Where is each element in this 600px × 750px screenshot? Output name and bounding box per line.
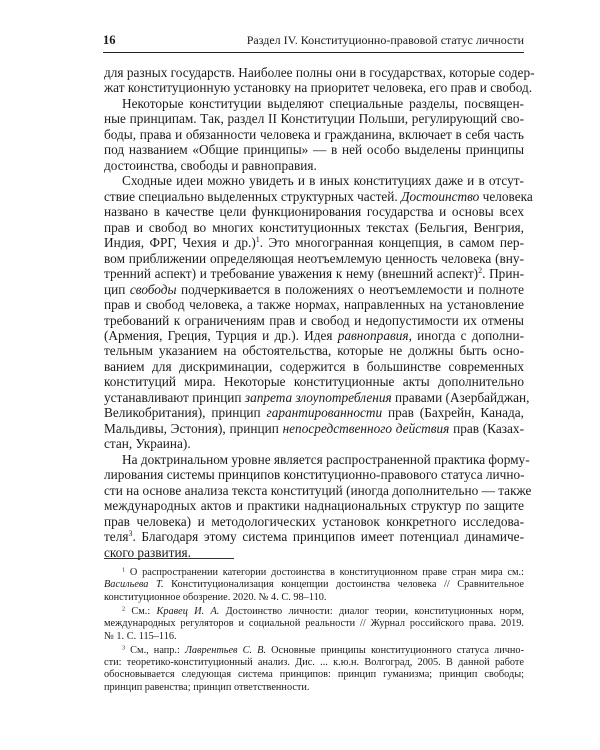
footnote-marker: 1 (255, 235, 260, 245)
text-run: Некоторые конституции выделяют специальные разделы, посвящен- (122, 95, 524, 111)
text-line (104, 514, 524, 529)
text-run: На доктринальном уровне является распространенной практика форму- (122, 451, 530, 467)
text-run: требований к ограничениям прав и свобод и недопустимости их отмены (104, 312, 524, 328)
footnote-marker: 2 (478, 266, 483, 276)
text-run: боды, права и обязанности человека и гражданина, включает в себя часть (104, 126, 524, 142)
text-run: Индия, ФРГ, Чехия и др.) (104, 235, 256, 251)
text-line (104, 266, 524, 281)
text-run: прав и свобод во многих конституционных текстах (Бельгия, Венгрия, (104, 219, 524, 235)
italic-text: Достоинство (401, 188, 480, 204)
text-line (104, 173, 524, 188)
italic-text: Лаврентьев С. В. (184, 644, 267, 656)
text-run: тельным указанием на обстоятельства, которые не должны быть осно- (104, 343, 524, 359)
text-run: Мальдивы, Эстония), принцип (104, 420, 283, 436)
footnote-divider (104, 558, 234, 559)
italic-text: свободы (129, 281, 177, 297)
text-line (104, 343, 524, 358)
running-title: Раздел IV. Конституционно-правовой статус личности (246, 33, 524, 47)
text-line (104, 359, 524, 374)
text-line (104, 467, 524, 482)
text-run: Конституционализация концепции достоинства человека // Сравнительное (163, 579, 524, 591)
text-run: цип (104, 281, 130, 297)
text-run: (Армения, Греция, Турция и др.). Идея (104, 327, 338, 343)
page-number: 16 (103, 33, 116, 47)
paragraph (104, 451, 532, 560)
text-run: тренний аспект) и требование уважения к нему (внешний аспект) (104, 266, 479, 282)
text-line (104, 436, 524, 451)
footnotes (104, 567, 524, 696)
text-line (104, 657, 524, 669)
text-run: См., напр.: (125, 644, 185, 656)
text-run: человека (479, 188, 533, 204)
text-line (104, 235, 524, 250)
text-line (104, 158, 524, 173)
text-line (104, 631, 524, 643)
text-run: сти на основе анализа текста конституций (иногда дополнительно — также (104, 482, 532, 498)
italic-text: гарантированности (266, 405, 383, 421)
text-line (104, 374, 524, 389)
italic-text: Кравец И. А. (156, 605, 220, 617)
text-line (104, 111, 524, 126)
text-line (104, 328, 524, 343)
text-run: , иногда с дополни- (408, 327, 524, 343)
text-run: стан, Украина). (104, 436, 191, 452)
footnote-marker: 1 (122, 566, 126, 574)
text-line (104, 592, 524, 604)
text-run: . Прин- (482, 266, 524, 282)
text-run: принцип равенства; принцип ответственности. (104, 681, 310, 693)
text-run: ные принципам. Так, раздел II Конституции Польши, регулирующий сво- (104, 111, 524, 127)
text-run: . Это многогранная концепция, в самом пер- (259, 235, 525, 251)
text-run: . Благодаря этому система принципов имеет потенциал динамиче- (132, 529, 524, 545)
footnote-marker: 3 (128, 529, 133, 539)
italic-text: запрета злоупотребления (244, 389, 392, 405)
main-text (104, 65, 535, 560)
text-run: О распространении категории достоинства в конституционном праве стран мира см.: (125, 567, 524, 578)
text-run: под названием «Общие принципы» — в ней особо выделены принципы (104, 142, 524, 158)
text-run: вом приближении определяющая неотъемлемую ценность человека (вну- (104, 250, 524, 266)
text-run: конституционное обозрение. 2020. № 4. С. 98–110. (104, 591, 327, 603)
text-run: международных регуляторов и социальной реальности // Журнал российского права. 2019. (104, 618, 524, 630)
text-line (104, 282, 524, 297)
text-line (104, 482, 532, 498)
text-line (104, 251, 524, 266)
text-run: сти: теоретико-конституционный анализ. Дис. ... к.ю.н. Волгоград, 2005. В данной работе (104, 656, 524, 668)
text-line (104, 96, 524, 111)
paragraph (104, 96, 524, 173)
text-run: конституций мира. Некоторые конституционные акты дополнительно (104, 374, 524, 390)
footnote (104, 645, 524, 695)
text-run: ванием для дискриминации, содержится в большинстве современных (104, 358, 524, 374)
text-line (104, 421, 524, 436)
text-run: Основные принципы конституционного статуса лично- (266, 644, 524, 656)
italic-text: равноправия (337, 327, 409, 343)
paragraph (104, 173, 533, 452)
text-line (104, 606, 524, 618)
text-run: Сходные идеи можно увидеть и в иных конституциях даже и в отсут- (122, 173, 524, 189)
text-line (104, 127, 524, 142)
text-run: прав и свобод человека, а также нормах, направленных на установление (104, 297, 524, 313)
text-line (104, 529, 524, 544)
text-line (104, 498, 524, 513)
text-run: для разных государств. Наиболее полны они в государствах, которые содер- (104, 65, 535, 80)
text-line (104, 297, 524, 312)
italic-text: Васильева Т. (104, 579, 164, 591)
text-run: подчеркивается в положениях о неотъемлемости и полноте (176, 281, 524, 297)
text-run: ского развития. (104, 544, 191, 560)
text-line (104, 142, 524, 157)
text-line (104, 204, 524, 219)
text-run: прав человека) и методологических установок конкретного исследова- (104, 513, 524, 529)
text-line (104, 567, 524, 579)
text-run: лирования системы принципов конституционно-правового статуса лично- (104, 467, 525, 483)
text-line (104, 451, 530, 467)
text-run: обосновывается следующая система принципов: принцип гуманизма; принцип свободы; (104, 669, 524, 681)
text-run: достоинства, свободы и равноправия. (104, 157, 317, 173)
text-run: теля (104, 529, 129, 545)
text-line (104, 313, 524, 328)
text-line (104, 405, 524, 420)
text-run: прав (Бахрейн, Канада, (382, 405, 524, 421)
text-run: ствие специально выделенных структурных частей. (104, 188, 402, 204)
paragraph (104, 65, 535, 96)
text-line (104, 220, 524, 235)
text-line (104, 669, 524, 681)
italic-text: непосредственного действия (282, 420, 450, 436)
text-line (104, 682, 524, 694)
footnote (104, 567, 524, 604)
text-run: названо в качестве цели функционирования государства и основы всех (104, 204, 524, 220)
footnote (104, 606, 524, 643)
text-run: жат конституционную установку на приоритет человека, его прав и свобод. (104, 80, 533, 96)
text-line (104, 65, 535, 80)
text-line (104, 80, 533, 96)
text-run: Достоинство личности: диалог теории, конституционных норм, (219, 605, 524, 617)
text-run: № 1. С. 115–116. (104, 630, 177, 642)
text-run: Великобритания), принцип (104, 405, 267, 421)
text-run: устанавливают принцип (104, 389, 245, 405)
text-run: прав (Казах- (449, 420, 524, 436)
footnote-marker: 2 (122, 605, 126, 613)
text-run: См.: (125, 605, 157, 617)
text-line (104, 579, 524, 591)
text-line (104, 645, 524, 657)
text-run: правами (Азербайджан, (391, 389, 530, 405)
running-header (103, 32, 524, 53)
text-line (104, 188, 533, 204)
text-line (104, 389, 530, 405)
text-run: международных актов и практики наднациональных структур по защите (104, 498, 524, 514)
text-line (104, 618, 524, 630)
footnote-marker: 3 (122, 643, 126, 651)
